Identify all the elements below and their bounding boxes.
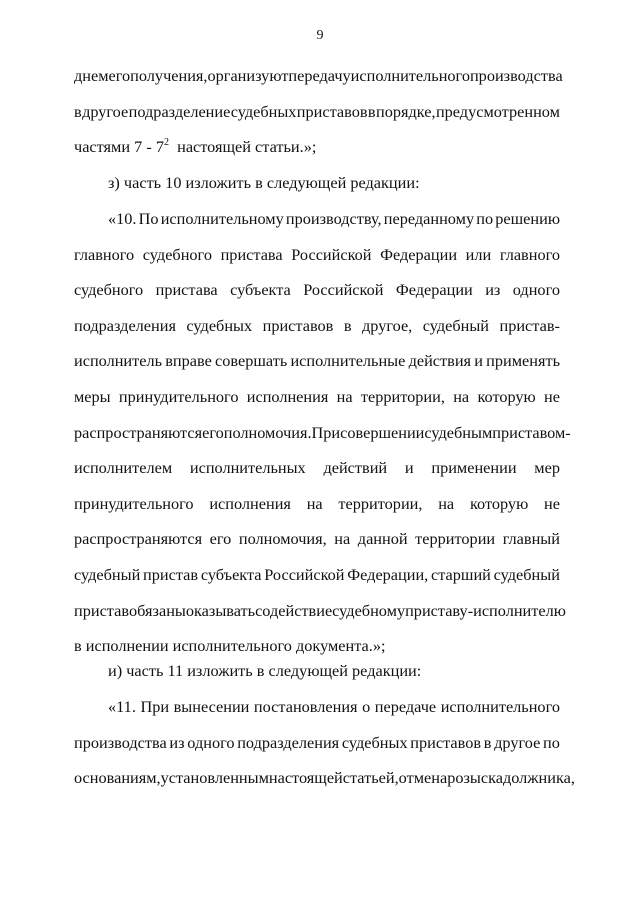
word: старший	[431, 564, 491, 584]
word: мер	[534, 458, 560, 478]
text-line	[74, 308, 560, 344]
word: судебным	[424, 422, 493, 442]
paragraph-part-10	[74, 201, 571, 664]
word: полномочия,	[238, 529, 327, 549]
word: территории,	[338, 493, 423, 513]
text-line	[74, 415, 571, 451]
word: отмена	[398, 768, 448, 788]
word: «11.	[108, 697, 136, 716]
word: в	[74, 101, 82, 121]
word: территории	[415, 529, 496, 549]
word: судебных	[186, 315, 253, 335]
word: или	[465, 244, 492, 264]
word: днем	[74, 66, 109, 85]
word: содействие	[255, 600, 333, 620]
text-line: в исполнении исполнительного документа.»;	[74, 636, 386, 656]
word: на	[306, 493, 323, 513]
word: действия	[408, 351, 472, 371]
word: «10.	[108, 209, 137, 228]
text-line	[74, 379, 560, 415]
word: из	[169, 732, 185, 752]
word: приставов	[262, 315, 334, 335]
word: другое	[494, 732, 541, 752]
word: настоящей	[268, 768, 343, 788]
word: предусмотренном	[435, 101, 560, 121]
word: главного	[499, 244, 560, 264]
word: о	[362, 697, 371, 716]
word: Российской	[303, 280, 384, 300]
word: пристава	[155, 280, 218, 300]
text-line	[74, 58, 563, 94]
word: из	[485, 280, 501, 300]
word: субъекта	[200, 564, 262, 584]
word: данной	[357, 529, 408, 549]
word: меры	[74, 386, 111, 406]
word: исполнения	[246, 386, 329, 406]
word: производства	[74, 732, 167, 752]
text-line	[74, 521, 560, 557]
word: в	[483, 732, 492, 752]
word: действий	[323, 458, 388, 478]
word: подразделения	[237, 732, 340, 752]
word: принудительного	[74, 493, 194, 513]
paragraph-part-11	[74, 689, 575, 796]
paragraph-amendment-i	[74, 653, 560, 689]
word: которую	[477, 386, 536, 406]
word: При	[311, 422, 341, 442]
word: оказывать	[185, 600, 256, 620]
word: приставов	[410, 732, 482, 752]
word: на	[438, 493, 455, 513]
word: его	[202, 422, 224, 442]
word: статьей,	[342, 768, 399, 788]
word: распространяются	[74, 529, 203, 549]
word: в	[367, 101, 376, 121]
word: При	[140, 697, 170, 716]
word: переданному	[383, 209, 475, 228]
page-number: 9	[316, 28, 324, 43]
text-line: частями $7 - 7^2$ настоящей статьи.»;	[74, 137, 317, 157]
word: Федерации	[395, 280, 473, 300]
word: главного	[74, 244, 135, 264]
word: производству,	[285, 209, 382, 228]
word: территории,	[360, 386, 445, 406]
word: должника,	[502, 768, 575, 788]
text-line: з) часть 10 изложить в следующей редакции:	[108, 173, 420, 192]
word: и	[474, 351, 483, 371]
text-line	[74, 557, 560, 593]
word: Российской	[264, 564, 345, 584]
word: одного	[512, 280, 560, 300]
paragraph-continuation	[74, 58, 563, 165]
word: судебный	[493, 564, 560, 584]
word: совершать	[215, 351, 288, 371]
word: пристав	[143, 564, 199, 584]
word: применении	[431, 458, 517, 478]
word: главный	[502, 529, 560, 549]
word: не	[544, 493, 560, 513]
word: судебного	[142, 244, 212, 264]
superscript: 2	[163, 137, 169, 149]
word: исполнительного	[350, 66, 470, 85]
word: исполнительных	[189, 458, 306, 478]
text-line	[74, 725, 560, 761]
word: судебного	[74, 280, 144, 300]
word: судебный	[422, 315, 490, 335]
word: субъекта	[230, 280, 291, 300]
word: порядке,	[375, 101, 436, 121]
word: и	[404, 458, 414, 478]
word: получения,	[130, 66, 208, 85]
text-line	[74, 272, 560, 308]
word: по	[476, 209, 494, 228]
paragraph-amendment-z	[74, 165, 560, 201]
word: другое	[82, 101, 129, 121]
word: вынесении	[173, 697, 250, 716]
word: судебных	[230, 101, 297, 121]
word: подразделения	[74, 315, 176, 335]
word: приставу-исполнителю	[405, 600, 566, 620]
word: постановления	[253, 697, 358, 716]
word: применять	[486, 351, 560, 371]
word: исполнительного	[440, 697, 560, 716]
text-line	[74, 593, 566, 629]
word: на	[334, 529, 351, 549]
word: исполнителем	[74, 458, 173, 478]
text-line	[74, 689, 560, 725]
word: полномочия.	[223, 422, 312, 442]
word: исполнитель	[74, 351, 163, 371]
word: его	[209, 529, 232, 549]
word: пристав	[74, 600, 130, 620]
word: пристава	[220, 244, 283, 264]
word: не	[544, 386, 560, 406]
word: принудительного	[118, 386, 239, 406]
text-line	[74, 94, 560, 130]
word: которую	[469, 493, 529, 513]
word: розыска	[447, 768, 503, 788]
word: Федерации,	[347, 564, 429, 584]
word: обязаны	[129, 600, 186, 620]
word: организуют	[207, 66, 289, 85]
word: исполнительному	[160, 209, 284, 228]
word: Федерации	[380, 244, 458, 264]
word: на	[453, 386, 470, 406]
word: судебному	[332, 600, 406, 620]
word: решению	[495, 209, 560, 228]
text-line	[74, 450, 560, 486]
word: установленным	[160, 768, 269, 788]
word: другое,	[361, 315, 413, 335]
word: приставов	[296, 101, 368, 121]
word: судебных	[341, 732, 408, 752]
word: на	[336, 386, 353, 406]
word: пристав-	[499, 315, 560, 335]
word: приставом-	[492, 422, 571, 442]
word: производства	[469, 66, 563, 85]
word: подразделение	[128, 101, 231, 121]
text-line	[74, 201, 560, 237]
word: по	[543, 732, 560, 752]
word: одного	[187, 732, 235, 752]
word: судебный	[74, 564, 141, 584]
text-line	[74, 760, 575, 796]
word: совершении	[340, 422, 425, 442]
word: распространяются	[74, 422, 203, 442]
text-line	[74, 237, 560, 273]
word: Российской	[291, 244, 372, 264]
text-line	[74, 486, 560, 522]
text-line	[74, 343, 560, 379]
word: передаче	[374, 697, 437, 716]
text-line: и) часть 11 изложить в следующей редакции:	[108, 661, 422, 680]
word: его	[108, 66, 131, 85]
word: вправе	[165, 351, 212, 371]
word: По	[138, 209, 159, 228]
word: передачу	[288, 66, 351, 85]
word: исполнения	[209, 493, 291, 513]
word: основаниям,	[74, 768, 161, 788]
word: исполнительные	[290, 351, 406, 371]
word: в	[343, 315, 352, 335]
